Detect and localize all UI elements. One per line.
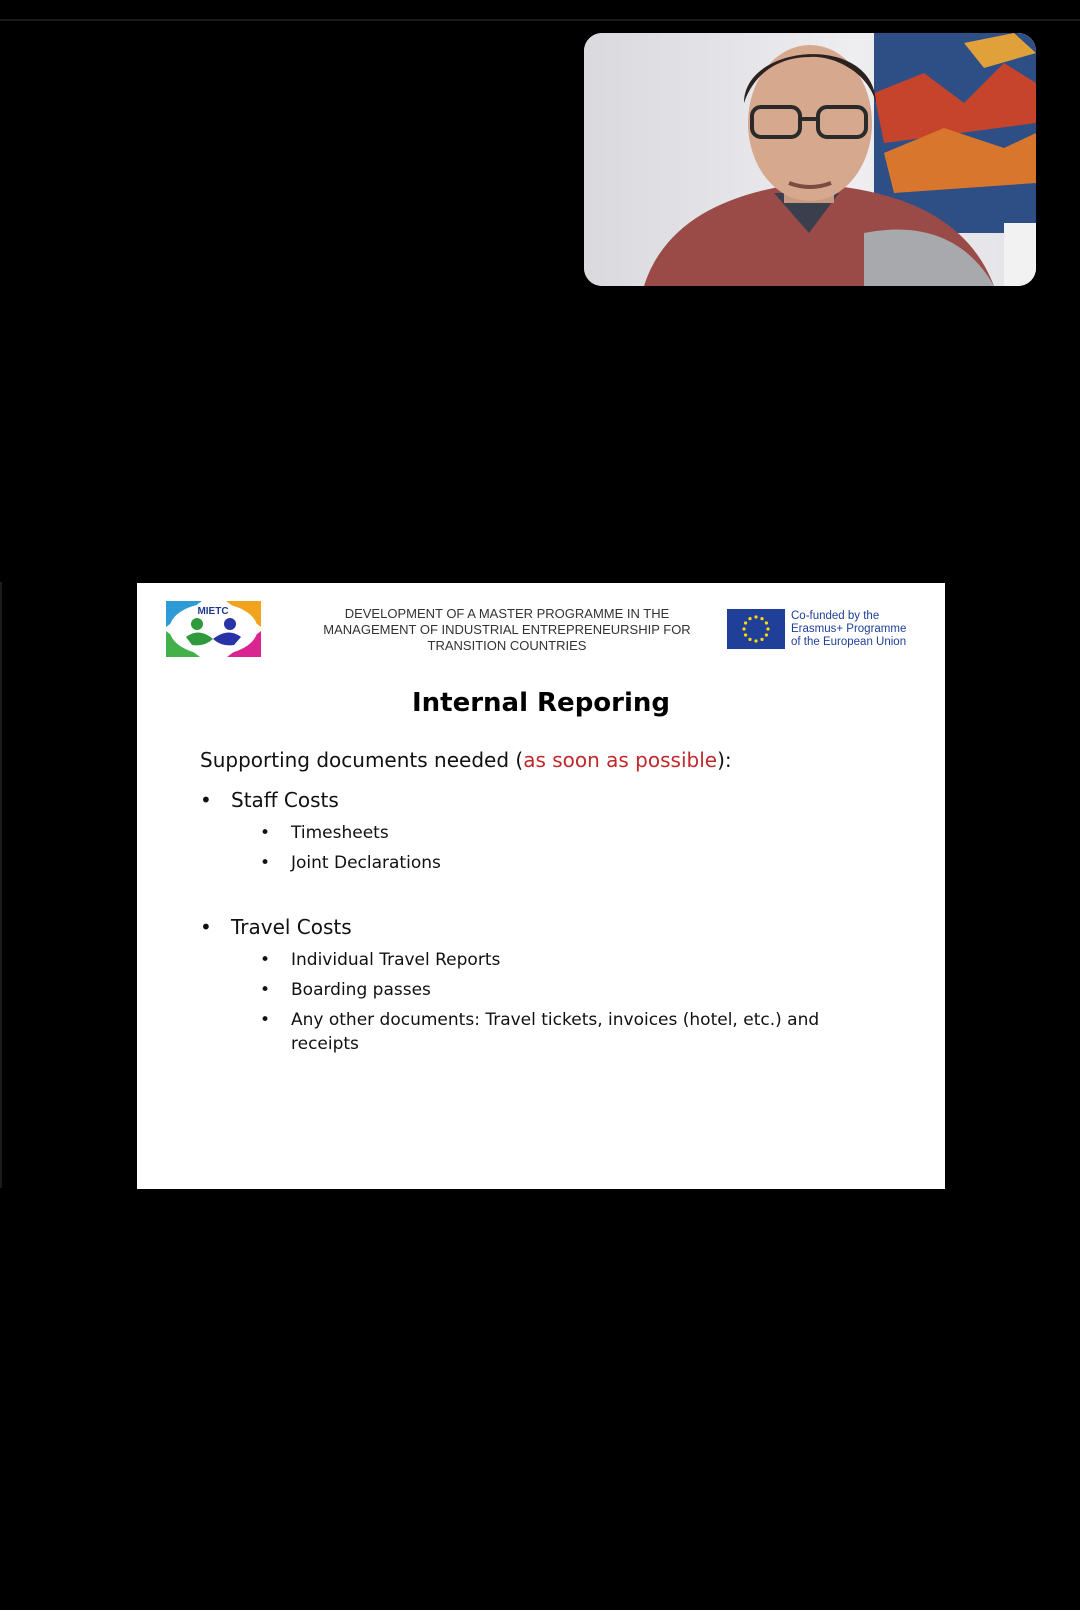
bullet-glyph: • (260, 853, 271, 873)
eu-line-2: Erasmus+ Programme (791, 623, 907, 635)
slide-title: Internal Reporing (411, 688, 671, 718)
top-divider (0, 19, 1080, 21)
mietc-logo (166, 601, 261, 657)
list-item-timesheets (260, 821, 880, 845)
list-item-boarding-passes (260, 978, 880, 1002)
eu-line-1: Co-funded by the (791, 610, 880, 622)
bullet-glyph: • (260, 823, 271, 843)
intro-text: Supporting documents needed ( (200, 748, 524, 772)
list-item-text: Individual Travel Reports (291, 950, 501, 970)
mietc-logo-text: MIETC (197, 606, 229, 617)
bullet-glyph: • (260, 950, 271, 970)
intro-closing: ): (717, 748, 732, 772)
list-item-other-documents (260, 1008, 880, 1056)
eu-line-3: of the European Union (791, 636, 907, 648)
list-item-text: Any other documents: Travel tickets, invoices (hotel, etc.) and receipts (291, 1010, 820, 1054)
section-label: Staff Costs (231, 788, 339, 812)
bullet-glyph: • (260, 1010, 271, 1030)
slide-intro (200, 748, 920, 772)
left-divider (0, 582, 2, 1188)
intro-highlight: as soon as possible (523, 748, 718, 772)
bullet-glyph: • (200, 915, 212, 939)
shared-slide (137, 583, 945, 1189)
list-item-text: Timesheets (291, 823, 389, 843)
section-label: Travel Costs (231, 915, 352, 939)
programme-header: DEVELOPMENT OF A MASTER PROGRAMME IN THE MANAGEMENT OF INDUSTRIAL ENTREPRENEURSHIP FOR TRANSITION COUNTRIES (323, 606, 691, 653)
presenter-video-tile[interactable] (584, 33, 1036, 286)
presenter-video-feed (584, 33, 1036, 286)
list-item-travel-reports (260, 948, 880, 972)
list-item-joint-declarations (260, 851, 880, 875)
eu-flag-icon (727, 609, 785, 649)
bullet-glyph: • (200, 788, 212, 812)
eu-cofunded-text (791, 610, 941, 649)
list-item-text: Boarding passes (291, 980, 431, 1000)
bullet-glyph: • (260, 980, 271, 1000)
list-item-text: Joint Declarations (291, 853, 441, 873)
